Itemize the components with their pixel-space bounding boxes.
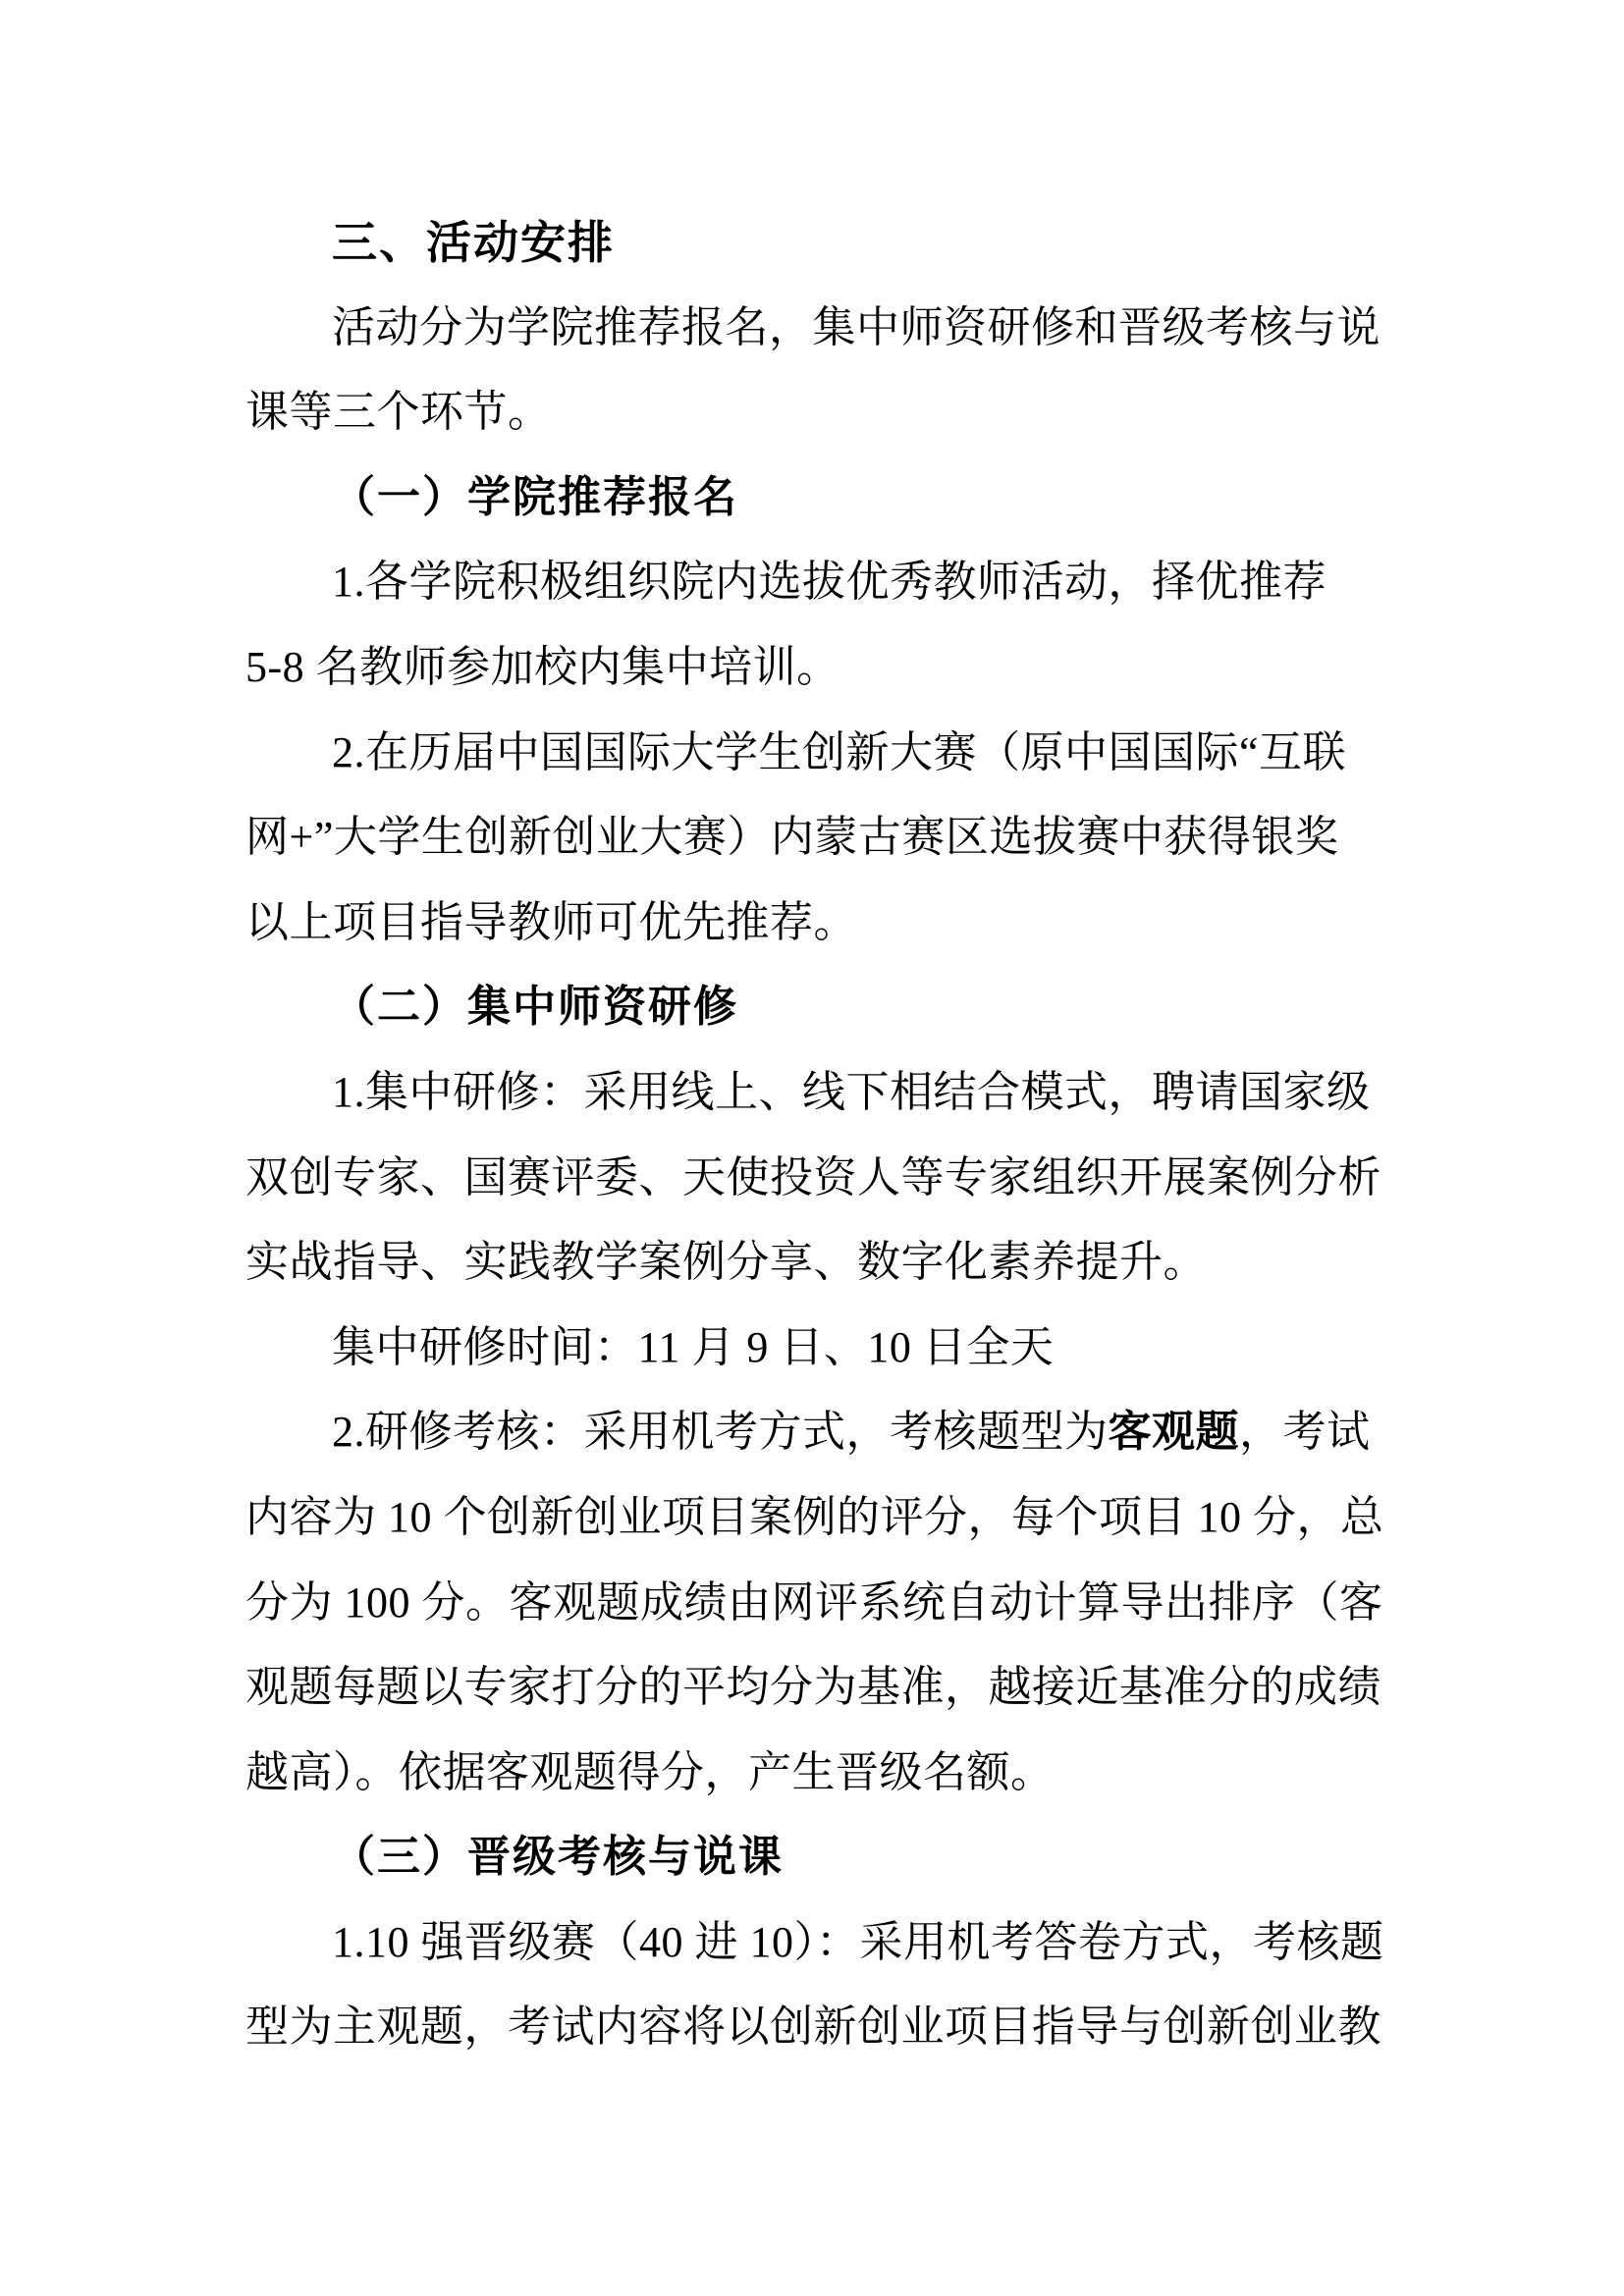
paragraph-line: 1.集中研修：采用线上、线下相结合模式，聘请国家级 xyxy=(332,1067,1371,1116)
paragraph-line: 活动分为学院推荐报名，集中师资研修和晋级考核与说 xyxy=(332,302,1380,351)
text-segment: 2.研修考核：采用机考方式，考核题型为 xyxy=(332,1408,1109,1457)
paragraph-line: 双创专家、国赛评委、天使投资人等专家组织开展案例分析 xyxy=(245,1152,1381,1201)
subsection-heading: （一）学院推荐报名 xyxy=(332,472,738,521)
paragraph-line: 2.在历届中国国际大学生创新大赛（原中国国际“互联 xyxy=(332,727,1347,776)
subsection-heading: （三）晋级考核与说课 xyxy=(332,1833,784,1882)
paragraph-line xyxy=(245,1390,1394,1475)
paragraph-line: 课等三个环节。 xyxy=(245,388,552,437)
section-heading: 三、活动安排 xyxy=(332,217,615,268)
paragraph-line: 实战指导、实践教学案例分享、数字化素养提升。 xyxy=(245,1238,1207,1287)
paragraph-line: 越高）。依据客观题得分，产生晋级名额。 xyxy=(245,1747,1055,1796)
paragraph-line: 分为 100 分。客观题成绩由网评系统自动计算导出排序（客 xyxy=(245,1577,1383,1627)
paragraph-line: 内容为 10 个创新创业项目案例的评分，每个项目 10 分，总 xyxy=(245,1492,1384,1541)
paragraph-line: 观题每题以专家打分的平均分为基准，越接近基准分的成绩 xyxy=(245,1663,1381,1712)
paragraph-line: 网+”大学生创新创业大赛）内蒙古赛区选拔赛中获得银奖 xyxy=(245,813,1339,862)
document-text-block xyxy=(245,200,1394,2070)
subsection-heading: （二）集中师资研修 xyxy=(332,983,738,1032)
paragraph-line: 1.10 强晋级赛（40 进 10）：采用机考答卷方式，考核题 xyxy=(332,1917,1384,1966)
paragraph-line: 5-8 名教师参加校内集中培训。 xyxy=(245,642,840,691)
paragraph-line: 型为主观题，考试内容将以创新创业项目指导与创新创业教 xyxy=(245,2002,1381,2052)
paragraph-line: 以上项目指导教师可优先推荐。 xyxy=(245,897,857,946)
text-segment: ，考试 xyxy=(1239,1408,1371,1457)
paragraph-line: 集中研修时间：11 月 9 日、10 日全天 xyxy=(332,1322,1055,1371)
paragraph-line: 1.各学院积极组织院内选拔优秀教师活动，择优推荐 xyxy=(332,558,1326,607)
emphasized-text: 客观题 xyxy=(1108,1408,1239,1457)
